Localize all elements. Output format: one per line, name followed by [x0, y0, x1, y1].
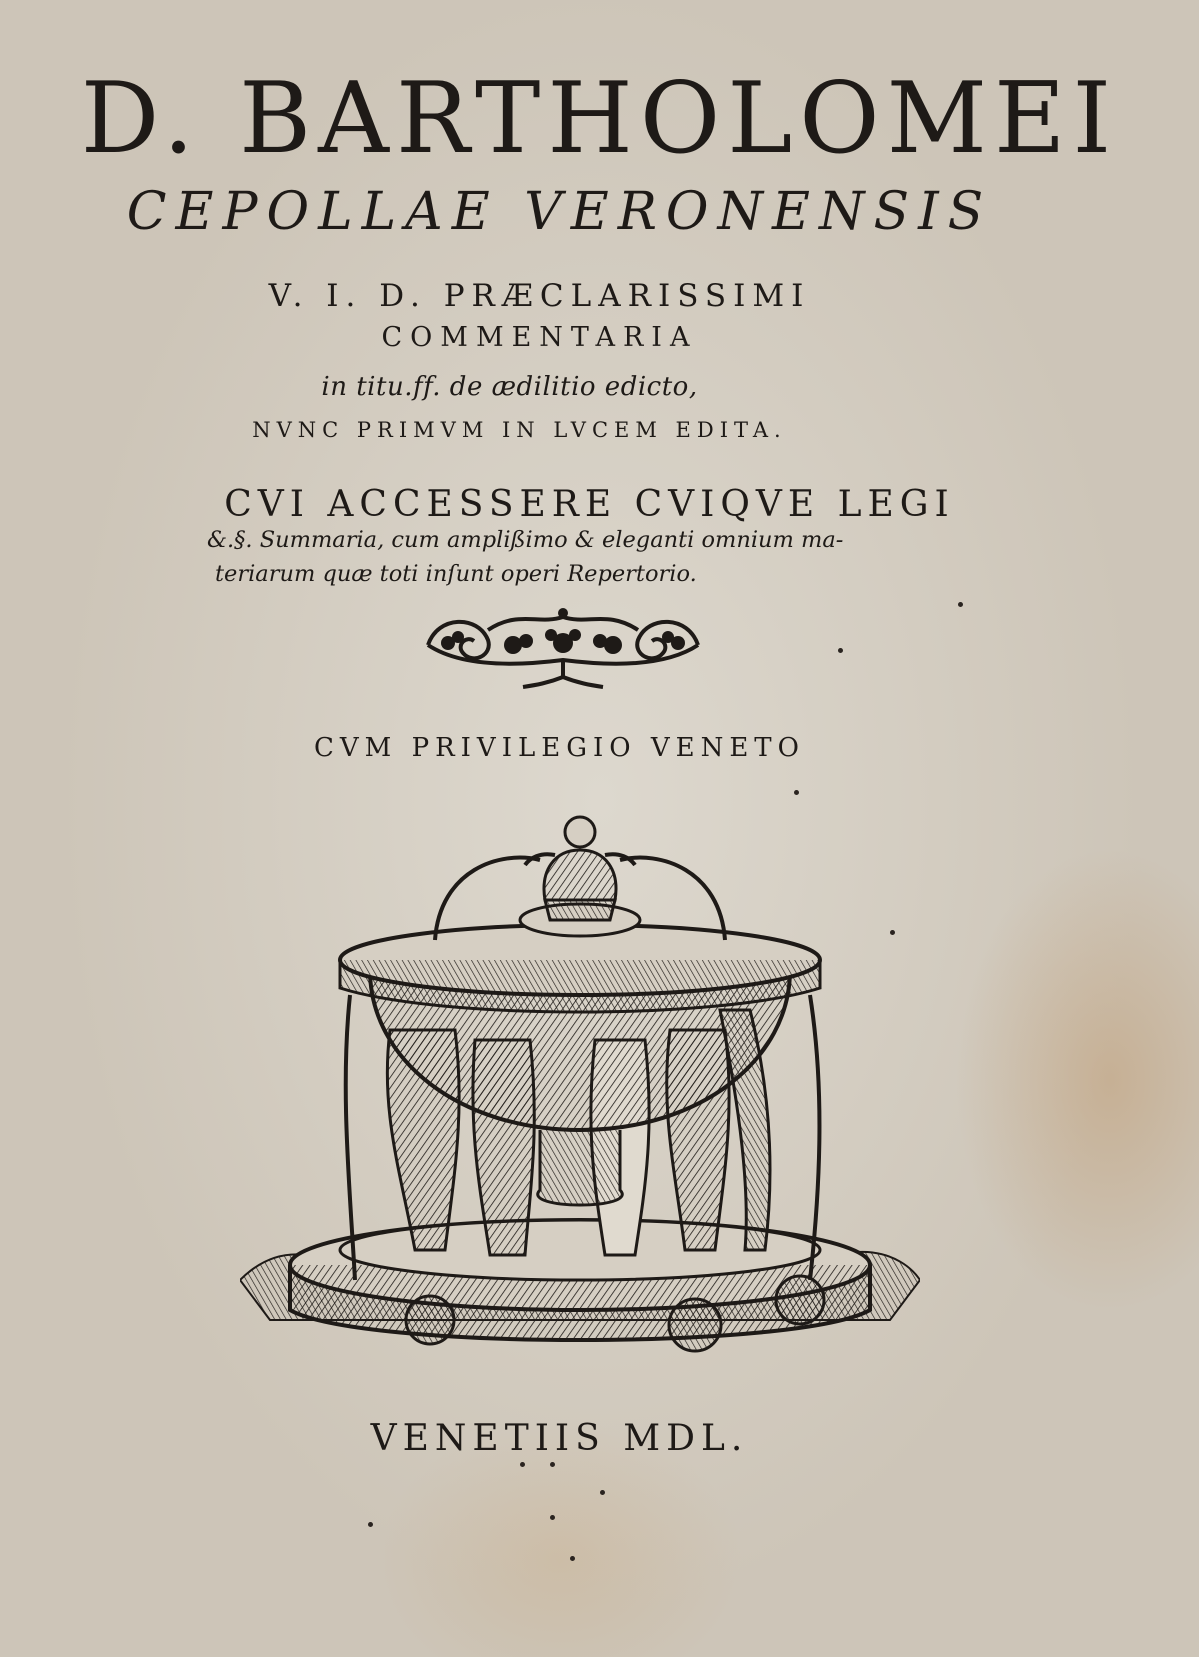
- privilege-line: CVM PRIVILEGIO VENETO: [314, 733, 805, 763]
- work-title-line: COMMENTARIA: [381, 322, 698, 353]
- fountain-printer-device-icon: [240, 810, 920, 1400]
- ink-speck: [368, 1522, 373, 1527]
- addition-text-line-1: &.§. Summaria, cum amplißimo & eleganti omnium ma-: [207, 527, 844, 553]
- addition-text-line-2: teriarum quæ toti inſunt operi Repertorio.: [215, 561, 697, 587]
- addition-heading: CVI ACCESSERE CVIQVE LEGI: [224, 484, 955, 525]
- author-name-line: D. BARTHOLOMEI: [80, 62, 1119, 176]
- first-edition-line: NVNC PRIMVM IN LVCEM EDITA.: [252, 418, 787, 442]
- ink-speck: [958, 602, 963, 607]
- ink-speck: [890, 930, 895, 935]
- ink-speck: [794, 790, 799, 795]
- ink-speck: [838, 648, 843, 653]
- ink-speck: [600, 1490, 605, 1495]
- author-origin-line: CEPOLLAE VERONENSIS: [126, 182, 993, 242]
- ink-speck: [550, 1462, 555, 1467]
- subject-line: in titu.ff. de ædilitio edicto,: [321, 372, 698, 402]
- ink-speck: [570, 1556, 575, 1561]
- floral-fleuron-ornament-icon: [418, 605, 708, 695]
- ink-speck: [520, 1462, 525, 1467]
- imprint-line: VENETIIS MDL.: [370, 1418, 749, 1459]
- ink-speck: [550, 1515, 555, 1520]
- degree-line: V. I. D. PRÆCLARISSIMI: [268, 278, 811, 314]
- addition-text: [207, 523, 927, 591]
